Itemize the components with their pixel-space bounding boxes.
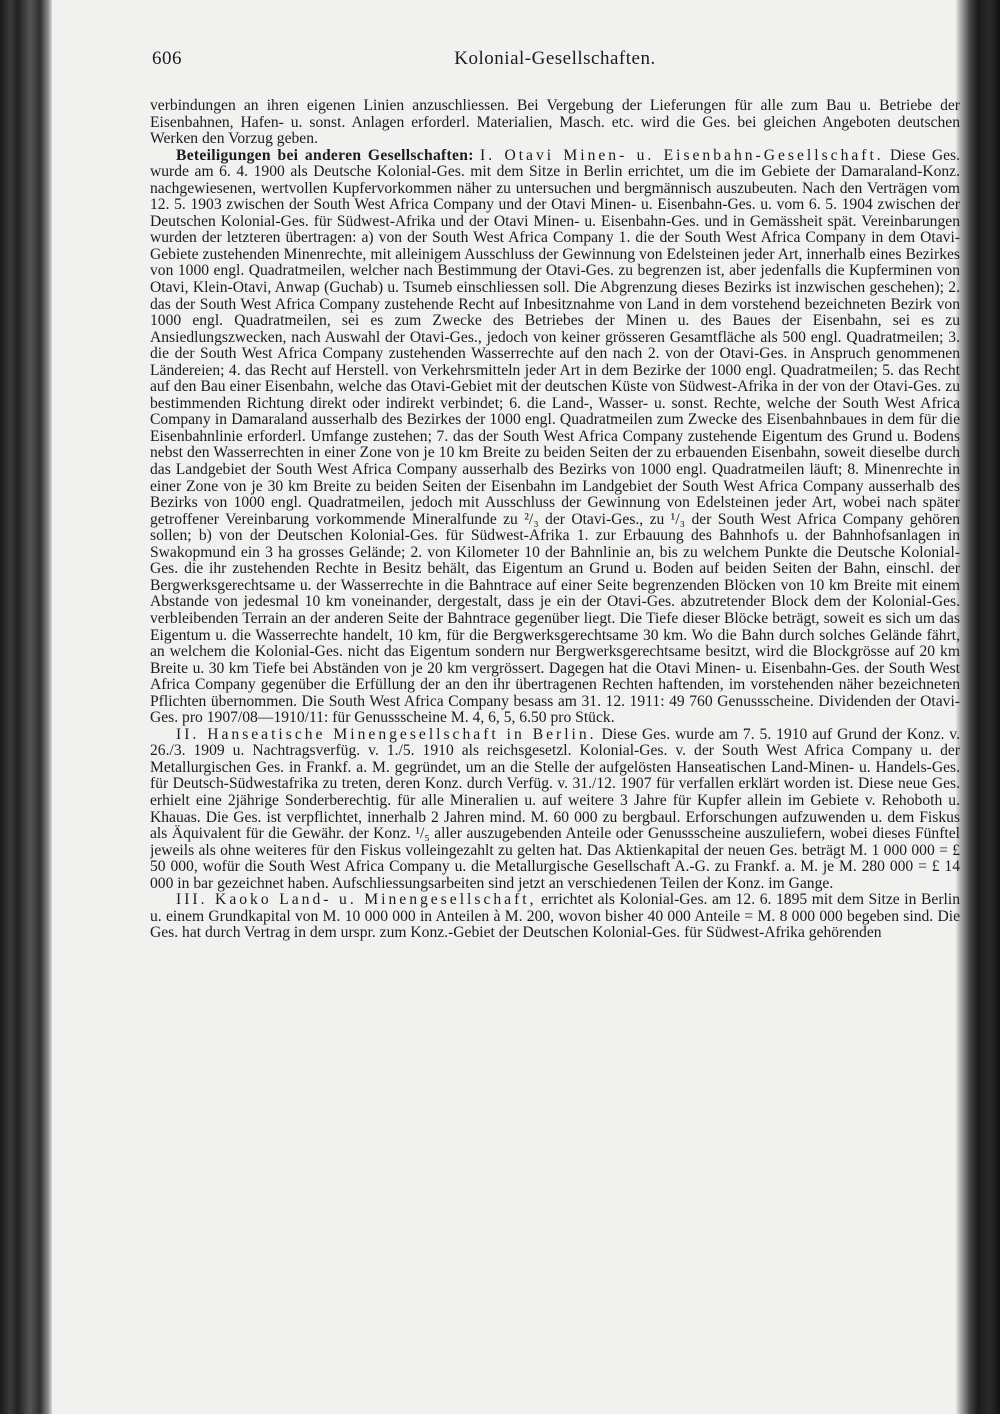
- paragraph-beteiligungen: [150, 148, 960, 727]
- book-page: [150, 46, 960, 1406]
- paragraph-kaoko: [150, 892, 960, 942]
- section-heading: Beteiligungen bei anderen Gesellschaften:: [176, 146, 474, 164]
- scan-binding-edge-left: [0, 0, 52, 1414]
- scan-edge-right: [956, 0, 1000, 1414]
- page-body: [150, 98, 960, 942]
- paragraph-text: errichtet als Kolonial-Ges. am 12. 6. 1895 mit dem Sitze in Berlin u. einem Grundkapital von M. 10 000 000 in Anteilen à M. 200, wovon bisher 40 000 Anteile = M. 8 000 000 begeben sind. Die Ges. hat durch Vertrag in dem urspr. zum Konz.-Gebiet der Deutschen Kolonial-Ges. für Südwest-Afrika gehörenden: [150, 891, 960, 942]
- paragraph-text: Diese Ges. wurde am 6. 4. 1900 als Deutsche Kolonial-Ges. mit dem Sitze in Berlin errichtet, um die im Gebiete der Damaraland-Konz. nachgewiesenen, wertvollen Kupfervorkommen näher zu untersuchen und bergmännisch auszubeuten. Nach den Verträgen vom 12. 5. 1903 zwischen der South West Africa Company und der Otavi Minen- u. Eisenbahn-Ges. u. vom 6. 5. 1904 zwischen der Deutschen Kolonial-Ges. für Südwest-Afrika und der Otavi Minen- u. Eisenbahn-Ges. und in Gemässheit spät. Vereinbarungen wurden der letzteren übertragen: a) von der South West Africa Company 1. die der South West Africa Company in dem Otavi-Gebiete zustehenden Minenrechte, mit alleinigem Ausschluss der Gewinnung von Edelsteinen jeder Art, innerhalb eines Bezirkes von 1000 engl. Quadratmeilen, welcher nach Bestimmung der Otavi-Ges. zu begrenzen ist, aber jedenfalls die Kupferminen von Otavi, Klein-Otavi, Anwap (Guchab) u. Tsumeb einschliessen soll. Die Abgrenzung dieses Bezirks ist inzwischen geschehen); 2. das der South West Africa Company zustehende Recht auf Inbesitznahme von Land in dem vorstehend bezeichneten Bezirk von 1000 engl. Quadratmeilen, sei es zum Zwecke des Betriebes der Minen u. des Baues der Eisenbahn, sei es zu Ansiedlungszwecken, nach Auswahl der Otavi-Ges., jedoch von keiner grösseren Gesamtfläche als 500 engl. Quadratmeilen; 3. die der South West Africa Company zustehenden Wasserrechte auf den nach 2. von der Otavi-Ges. in Anspruch genommenen Ländereien; 4. das Recht auf Herstell. von Verkehrsmitteln jeder Art in dem Bezirke der 1000 engl. Quadratmeilen; 5. das Recht auf den Bau einer Eisenbahn, welche das Otavi-Gebiet mit der deutschen Küste von Südwest-Afrika in der von der Otavi-Ges. zu bestimmenden Richtung direkt oder indirekt verbindet; 6. die Land-, Wasser- u. sonst. Rechte, welche der South West Africa Company in Damaraland ausserhalb des Bezirkes der 1000 engl. Quadratmeilen zum Zwecke des Eisenbahnbaues in dem für die Eisenbahnlinie erforderl. Umfange zustehen; 7. das der South West Africa Company zustehende Eigentum des Grund u. Bodens nebst den Wasserrechten in einer Zone von je 10 km Breite zu beiden Seiten der zu erbauenden Eisenbahn, soweit dieselbe durch das Landgebiet der South West Africa Company ausserhalb des Bezirks von 1000 engl. Quadratmeilen läuft; 8. Minenrechte in einer Zone von je 30 km Breite zu beiden Seiten der Eisenbahn im Landgebiet der South West Africa Company ausserhalb des Bezirks von 1000 engl. Quadratmeilen, jedoch mit Ausschluss der Gewinnung von Edelsteinen jeder Art, wobei nach später getroffener Vereinbarung vorkommende Mineralfunde zu ²/₃ der Otavi-Ges., zu ¹/₃ der South West Africa Company gehören sollen; b) von der Deutschen Kolonial-Ges. für Südwest-Afrika 1. zur Erbauung des Bahnhofs u. der Bahnhofsanlagen in Swakopmund ein 3 ha grosses Gelände; 2. von Kilometer 10 der Bahnlinie an, bis zu welchem Punkte die Deutsche Kolonial-Ges. die ihr zustehenden Rechte in Besitz behält, das Eigentum an Grund u. Boden auf beiden Seiten der Bahn, einschl. der Bergwerksgerechtsame u. der Wasserrechte in die Bahntrace auf einer Seite begrenzenden Blöcken von 10 km Breite mit einem Abstande von jedesmal 10 km voneinander, dergestalt, dass je ein der Otavi-Ges. abzutretender Block dem der Kolonial-Ges. verbleibenden Terrain an der anderen Seite der Bahntrace gegenüber liegt. Die Tiefe dieser Blöcke beträgt, soweit es sich um das Eigentum u. die Wasserrechte handelt, 10 km, für die Bergwerksgerechtsame 30 km. Wo die Bahn durch solches Gelände fährt, an welchem die Kolonial-Ges. nicht das Eigentum sondern nur Bergwerksgerechtsame besitzt, wird die Blockgrösse auf 20 km Breite u. 30 km Tiefe bei Abständen von je 20 km vergrössert. Dagegen hat die Otavi Minen- u. Eisenbahn-Ges. der South West Africa Company gegenüber die Erfüllung der an den ihr übertragenen Rechten haftenden, im vorstehenden näher bezeichneten Pflichten übernommen. Die South West Africa Company besass am 31. 12. 1911: 49 760 Genussscheine. Dividenden der Otavi-Ges. pro 1907/08—1910/11: für Genussscheine M. 4, 6, 5, 6.50 pro Stück.: [150, 146, 960, 727]
- paragraph-text: verbindungen an ihren eigenen Linien anzuschliessen. Bei Vergebung der Lieferungen für alle zum Bau u. Betriebe der Eisenbahnen, Hafen- u. sonst. Anlagen erforderl. Materialien, Masch. etc. wird die Ges. bei gleichen Angeboten deutschen Werken den Vorzug geben.: [150, 97, 960, 148]
- company-name-otavi: I. Otavi Minen- u. Eisenbahn-Gesellschaft.: [480, 146, 884, 164]
- company-name-kaoko: III. Kaoko Land- u. Minengesellschaft,: [176, 891, 537, 909]
- paragraph-hanseatische: [150, 727, 960, 892]
- page-number: 606: [152, 48, 182, 69]
- paragraph-text: Diese Ges. wurde am 7. 5. 1910 auf Grund der Konz. v. 26./3. 1909 u. Nachtragsverfüg. v. 1./5. 1910 als reichsgesetzl. Kolonial-Ges. v. der South West Africa Company u. der Metallurgischen Ges. in Frankf. a. M. gegründet, um an die Stelle der aufgelösten Hanseatischen Land-Minen- u. Handels-Ges. für Deutsch-Südwestafrika zu treten, deren Konz. durch Verfüg. v. 31./12. 1907 für verfallen erklärt worden ist. Diese neue Ges. erhielt eine 2jährige Sonderberechtig. für alle Mineralien u. auf weitere 3 Jahre für Kupfer allein im Gebiete v. Rehoboth u. Khauas. Die Ges. ist verpflichtet, innerhalb 2 Jahren mind. M. 60 000 zu bergbaul. Erforschungen aufzuwenden u. dem Fiskus als Äquivalent für die Gewähr. der Konz. ¹/₅ aller auszugebenden Anteile oder Genussscheine auszuliefern, wobei dieses Fünftel jeweils als ohne weiteres für den Fiskus volleingezahlt zu gelten hat. Das Aktienkapital der neuen Ges. beträgt M. 1 000 000 = £ 50 000, wofür die South West Africa Company u. die Metallurgische Gesellschaft A.-G. zu Frankf. a. M. je M. 280 000 = £ 14 000 in bar gezeichnet haben. Aufschliessungsarbeiten sind jetzt an verschiedenen Teilen der Konz. im Gange.: [150, 725, 960, 892]
- paragraph-continuation: [150, 98, 960, 148]
- page-header: [150, 46, 960, 84]
- running-title: Kolonial-Gesellschaften.: [454, 48, 656, 69]
- company-name-hanseatische: II. Hanseatische Minengesellschaft in Berlin.: [176, 725, 597, 743]
